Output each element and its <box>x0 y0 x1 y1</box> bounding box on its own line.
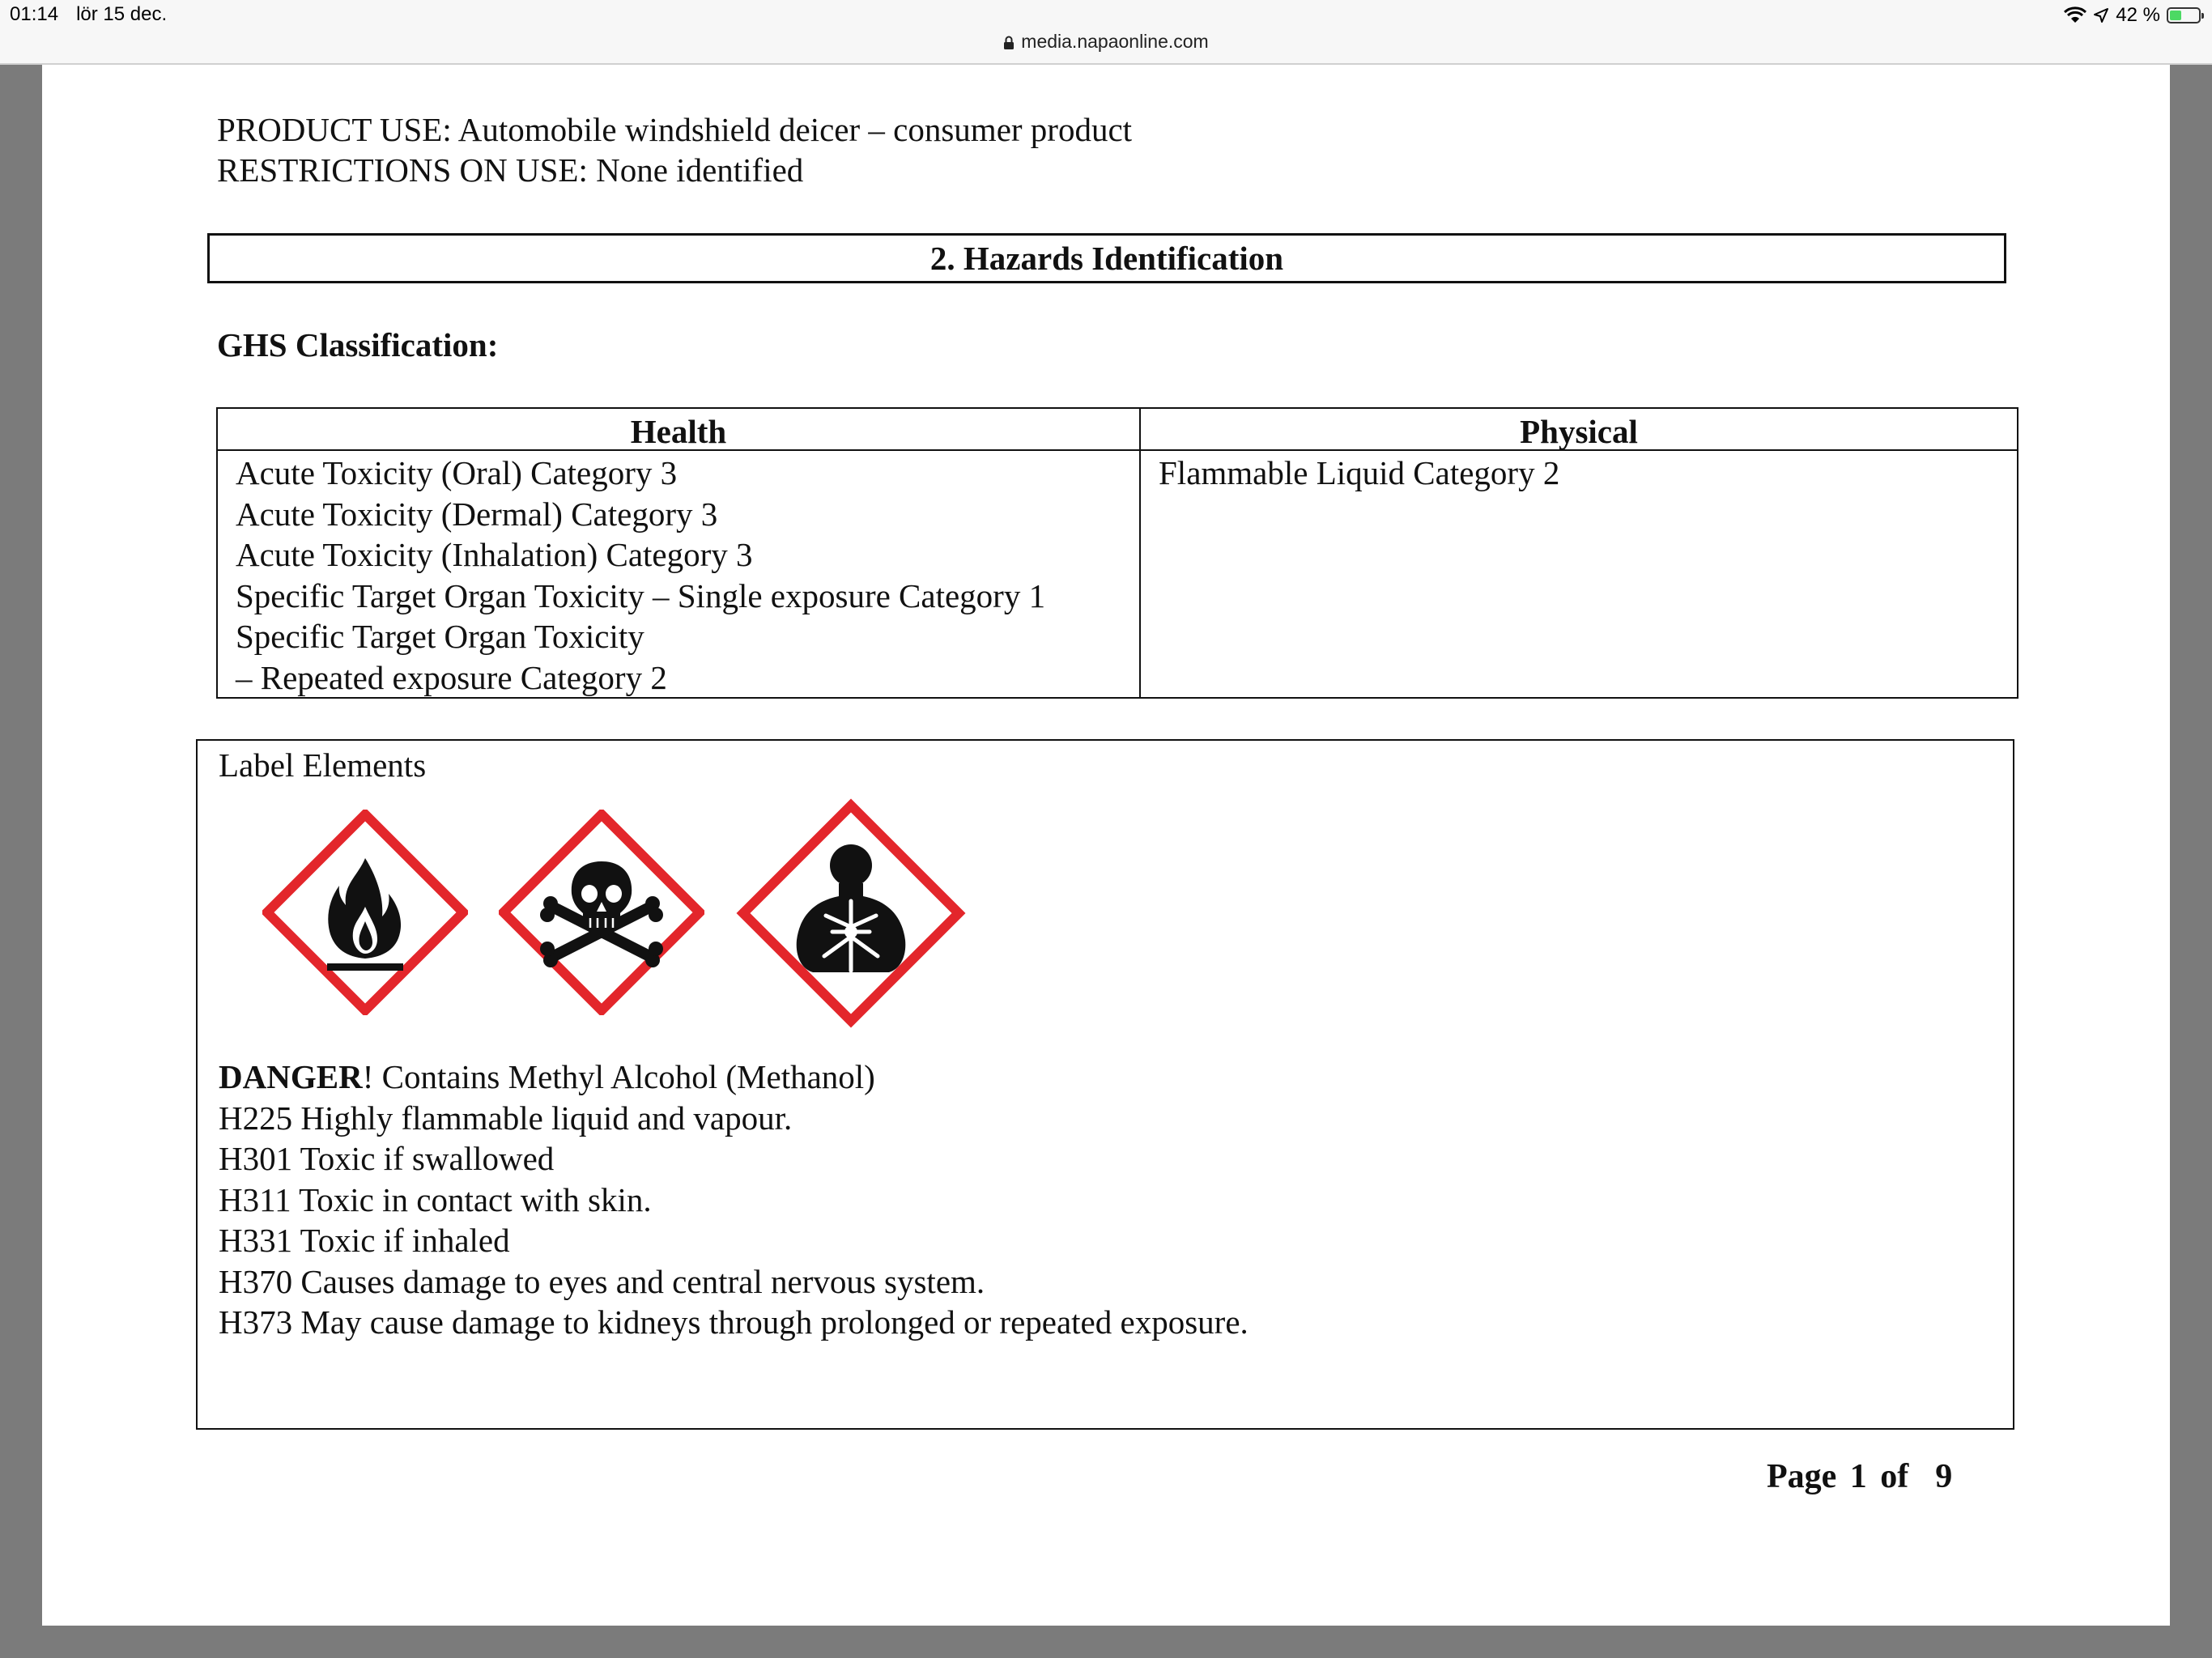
section-title: 2. Hazards Identification <box>929 240 1284 277</box>
health-column <box>218 409 1141 697</box>
hazard-statement: H301 Toxic if swallowed <box>219 1140 555 1177</box>
hazard-statement: H225 Highly flammable liquid and vapour. <box>219 1099 793 1137</box>
ghs-classification-title: GHS Classification: <box>217 326 499 363</box>
health-item: Acute Toxicity (Dermal) Category 3 <box>236 495 718 533</box>
battery-percent: 42 % <box>2116 4 2160 26</box>
health-item: Specific Target Organ Toxicity – Single exposure Category 1 <box>236 576 1046 614</box>
hazard-statement: H373 May cause damage to kidneys through prolonged or repeated exposure. <box>219 1303 1249 1341</box>
hazard-statement: H311 Toxic in contact with skin. <box>219 1180 652 1218</box>
wifi-icon <box>2064 6 2087 24</box>
physical-header: Physical <box>1141 409 2017 451</box>
health-item: Acute Toxicity (Inhalation) Category 3 <box>236 536 753 573</box>
address-bar[interactable] <box>0 31 2212 53</box>
health-item: – Repeated exposure Category 2 <box>236 658 667 696</box>
signal-word: DANGER <box>219 1058 363 1095</box>
url-text: media.napaonline.com <box>1021 31 1209 52</box>
health-list <box>218 451 1139 698</box>
status-bar <box>0 0 2212 65</box>
flame-icon <box>262 810 468 1015</box>
physical-column <box>1141 409 2017 697</box>
status-time: 01:14 <box>10 3 59 25</box>
hazard-statement: H331 Toxic if inhaled <box>219 1222 510 1259</box>
ghs-classification-table <box>216 407 2018 699</box>
restrictions-line: RESTRICTIONS ON USE: None identified <box>217 151 804 189</box>
health-item: Specific Target Organ Toxicity <box>236 618 644 655</box>
lock-icon <box>1003 36 1015 50</box>
hazard-statements <box>219 1056 1249 1343</box>
label-elements-title: Label Elements <box>219 746 427 784</box>
label-elements-box <box>196 739 2014 1430</box>
signal-contains: ! Contains Methyl Alcohol (Methanol) <box>362 1058 875 1095</box>
health-header: Health <box>218 409 1139 451</box>
health-hazard-icon <box>735 797 967 1029</box>
product-use-line: PRODUCT USE: Automobile windshield deicer – consumer product <box>217 111 1133 148</box>
section-heading <box>207 233 2006 283</box>
physical-item: Flammable Liquid Category 2 <box>1159 454 1560 491</box>
document-page <box>42 65 2170 1626</box>
page-number <box>1767 1457 1952 1496</box>
status-indicators <box>2064 3 2201 28</box>
physical-list <box>1141 451 2017 494</box>
status-date: lör 15 dec. <box>76 3 168 25</box>
location-arrow-icon <box>2093 7 2109 23</box>
battery-icon <box>2167 7 2201 23</box>
battery-level <box>2170 11 2181 20</box>
page-number-text: Page 1 of 9 <box>1767 1458 1953 1495</box>
status-time-date <box>10 3 185 26</box>
hazard-statement: H370 Causes damage to eyes and central nervous system. <box>219 1262 985 1300</box>
signal-line <box>219 1056 1249 1098</box>
health-item: Acute Toxicity (Oral) Category 3 <box>236 454 678 491</box>
skull-crossbones-icon <box>499 810 704 1015</box>
